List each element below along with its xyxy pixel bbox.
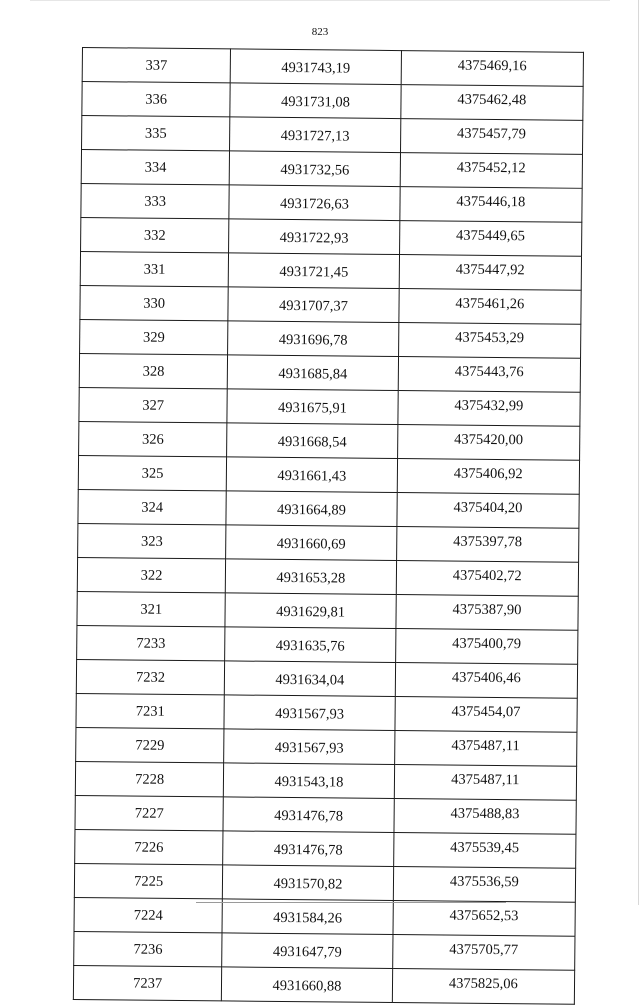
table-row: [78, 489, 579, 528]
coordinate-y-cell: 4375400,79: [395, 629, 578, 665]
coordinate-y-cell: 4375406,46: [395, 663, 578, 699]
coordinate-y-cell: 4375705,77: [392, 935, 575, 971]
coordinate-x-cell: 4931722,93: [229, 219, 400, 255]
point-number-cell: 7224: [74, 897, 223, 932]
coordinate-y-cell: 4375446,18: [400, 187, 583, 223]
table-row: [77, 557, 578, 596]
coordinate-y-cell: 4375397,78: [396, 527, 579, 563]
table-row: [80, 285, 581, 324]
coordinate-x-cell: 4931721,45: [228, 253, 399, 289]
table-row: [75, 795, 576, 834]
point-number-cell: 330: [80, 285, 229, 320]
coordinate-x-cell: 4931661,43: [227, 457, 398, 493]
coordinate-x-cell: 4931726,63: [229, 185, 400, 221]
point-number-cell: 7229: [76, 727, 225, 762]
coordinate-y-cell: 4375447,92: [399, 255, 582, 291]
coordinate-x-cell: 4931668,54: [227, 423, 398, 459]
point-number-cell: 333: [81, 183, 230, 218]
coordinate-y-cell: 4375487,11: [394, 731, 577, 767]
table-row: [80, 319, 581, 358]
point-number-cell: 323: [78, 523, 227, 558]
coordinate-y-cell: 4375443,76: [398, 357, 581, 393]
coordinate-y-cell: 4375449,65: [399, 221, 582, 257]
table-row: [75, 761, 576, 800]
coordinate-y-cell: 4375404,20: [397, 493, 580, 529]
scan-edge-top: [30, 0, 610, 1]
table-row: [79, 421, 580, 460]
coordinate-x-cell: 4931570,82: [223, 865, 394, 901]
coordinate-y-cell: 4375387,90: [396, 595, 579, 631]
table-row: [82, 82, 583, 121]
table-row: [76, 727, 577, 766]
point-number-cell: 329: [80, 319, 229, 354]
coordinate-x-cell: 4931567,93: [224, 729, 395, 765]
coordinate-y-cell: 4375432,99: [398, 391, 581, 427]
point-number-cell: 327: [79, 387, 228, 422]
coordinate-x-cell: 4931635,76: [225, 627, 396, 663]
point-number-cell: 7237: [73, 965, 222, 1000]
coordinate-x-cell: 4931727,13: [230, 117, 401, 153]
coordinate-x-cell: 4931696,78: [228, 321, 399, 357]
coordinate-x-cell: 4931584,26: [222, 899, 393, 935]
table-row: [74, 897, 575, 936]
table-row: [76, 693, 577, 732]
coordinate-y-cell: 4375488,83: [394, 799, 577, 835]
coordinates-table: [73, 47, 584, 1005]
coordinate-x-cell: 4931629,81: [225, 593, 396, 629]
point-number-cell: 331: [80, 251, 229, 286]
coordinate-x-cell: 4931743,19: [230, 49, 401, 85]
scan-edge-right: [638, 0, 639, 905]
table-row: [80, 251, 581, 290]
point-number-cell: 7236: [74, 931, 223, 966]
coordinate-x-cell: 4931707,37: [228, 287, 399, 323]
point-number-cell: 7233: [77, 625, 226, 660]
table-row: [82, 116, 583, 155]
table-row: [77, 591, 578, 630]
point-number-cell: 7227: [75, 795, 224, 830]
coordinates-table-body: [73, 48, 583, 1005]
coordinate-y-cell: 4375454,07: [395, 697, 578, 733]
coordinate-x-cell: 4931634,04: [225, 661, 396, 697]
point-number-cell: 326: [79, 421, 228, 456]
coordinate-y-cell: 4375536,59: [393, 867, 576, 903]
coordinate-x-cell: 4931664,89: [226, 491, 397, 527]
coordinate-x-cell: 4931732,56: [229, 151, 400, 187]
table-row: [74, 931, 575, 970]
point-number-cell: 328: [79, 353, 228, 388]
table-row: [78, 455, 579, 494]
point-number-cell: 321: [77, 591, 226, 626]
scan-edge-bottom: [196, 902, 506, 903]
point-number-cell: 332: [81, 217, 230, 252]
table-row: [81, 150, 582, 189]
table-row: [81, 183, 582, 222]
page-number: 823: [311, 26, 329, 38]
coordinate-x-cell: 4931543,18: [224, 763, 395, 799]
point-number-cell: 324: [78, 489, 227, 524]
coordinate-y-cell: 4375487,11: [394, 765, 577, 801]
coordinate-y-cell: 4375453,29: [398, 323, 581, 359]
coordinate-x-cell: 4931653,28: [226, 559, 397, 595]
point-number-cell: 334: [81, 150, 230, 185]
point-number-cell: 337: [82, 48, 231, 83]
table-row: [79, 353, 580, 392]
point-number-cell: 7225: [74, 863, 223, 898]
table-row: [79, 387, 580, 426]
coordinate-y-cell: 4375539,45: [393, 833, 576, 869]
table-row: [77, 625, 578, 664]
coordinate-y-cell: 4375420,00: [397, 425, 580, 461]
table-row: [74, 863, 575, 902]
coordinate-y-cell: 4375461,26: [399, 289, 582, 325]
coordinate-y-cell: 4375402,72: [396, 561, 579, 597]
coordinate-y-cell: 4375457,79: [400, 119, 583, 155]
coordinate-y-cell: 4375452,12: [400, 153, 583, 189]
point-number-cell: 322: [77, 557, 226, 592]
coordinate-x-cell: 4931675,91: [227, 389, 398, 425]
coordinate-x-cell: 4931476,78: [223, 831, 394, 867]
coordinate-x-cell: 4931660,69: [226, 525, 397, 561]
coordinate-y-cell: 4375652,53: [393, 901, 576, 937]
coordinate-y-cell: 4375469,16: [401, 51, 584, 87]
coordinate-x-cell: 4931731,08: [230, 83, 401, 119]
point-number-cell: 335: [82, 116, 231, 151]
point-number-cell: 7226: [75, 829, 224, 864]
table-row: [81, 217, 582, 256]
table-row: [76, 659, 577, 698]
table-row: [75, 829, 576, 868]
coordinate-x-cell: 4931685,84: [228, 355, 399, 391]
table-row: [78, 523, 579, 562]
point-number-cell: 7231: [76, 693, 225, 728]
coordinate-x-cell: 4931647,79: [222, 933, 393, 969]
coordinate-y-cell: 4375825,06: [392, 969, 575, 1005]
table-row: [73, 965, 574, 1004]
coordinate-y-cell: 4375462,48: [400, 85, 583, 121]
point-number-cell: 325: [78, 455, 227, 490]
coordinate-x-cell: 4931476,78: [223, 797, 394, 833]
coordinate-x-cell: 4931660,88: [222, 967, 393, 1003]
coordinate-x-cell: 4931567,93: [224, 695, 395, 731]
point-number-cell: 7232: [76, 659, 225, 694]
point-number-cell: 7228: [75, 761, 224, 796]
table-row: [82, 48, 583, 87]
point-number-cell: 336: [82, 82, 231, 117]
coordinate-y-cell: 4375406,92: [397, 459, 580, 495]
